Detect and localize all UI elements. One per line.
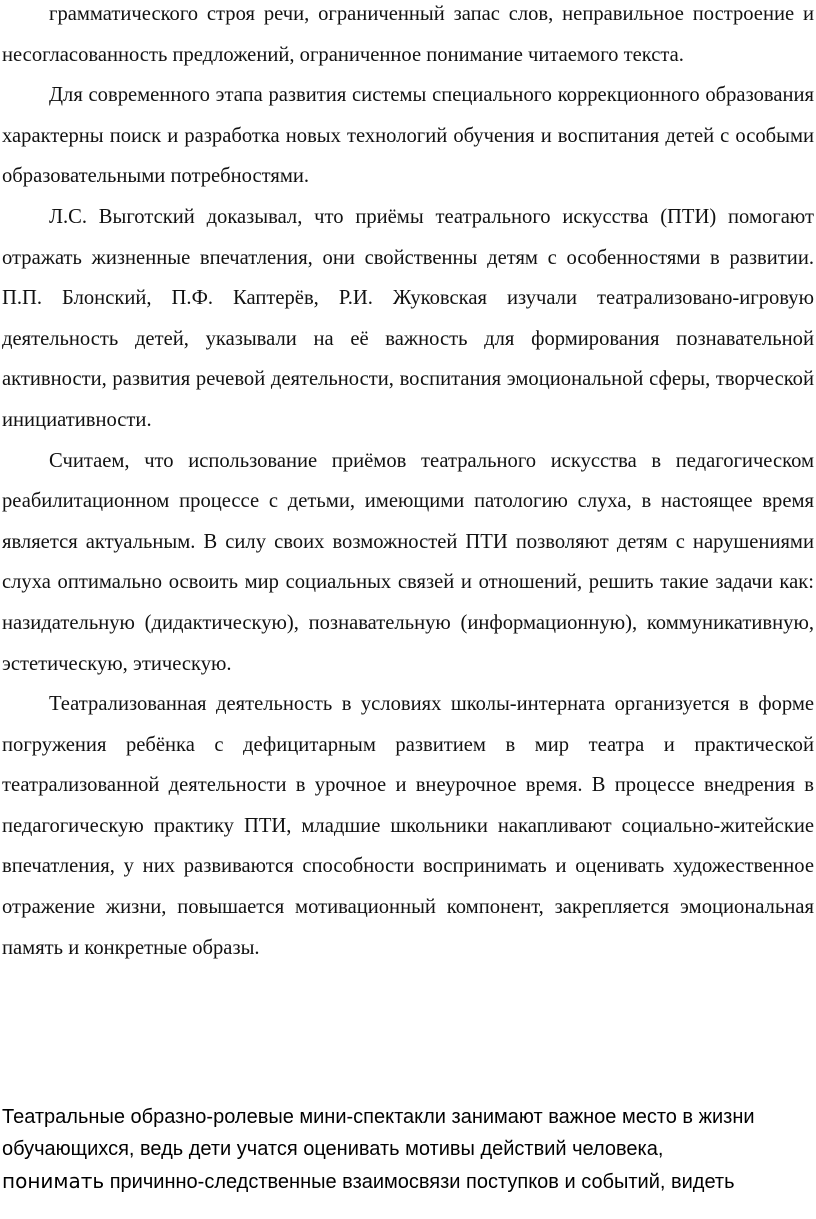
trailing-line-3 (2, 1165, 814, 1198)
trailing-line-3-rest: причинно-следственные взаимосвязи поступков и событий, видеть (104, 1171, 735, 1193)
trailing-line-1: Театральные образно-ролевые мини-спектакли занимают важное место в жизни (2, 1106, 755, 1128)
paragraph-5: Театрализованная деятельность в условиях школы-интерната организуется в форме погружения ребёнка с дефицитарным развитием в мир театра и практической театрализованной деятельности в урочное и внеурочное время. В процессе внедрения в педагогическую практику ПТИ, младшие школьники накапливают социально-житейские впечатления, у них развиваются способности воспринимать и оценивать художественное отражение жизни, повышается мотивационный компонент, закрепляется эмоциональная память и конкретные образы. (2, 693, 814, 959)
paragraph-1: грамматического строя речи, ограниченный запас слов, неправильное построение и несогласованность предложений, ограниченное понимание читаемого текста. (2, 3, 814, 66)
trailing-paragraph (2, 1101, 814, 1198)
trailing-line-3-word: понимать (2, 1169, 105, 1193)
trailing-line-2: обучающихся, ведь дети учатся оценивать мотивы действий человека, (2, 1138, 664, 1160)
paragraph-2: Для современного этапа развития системы специального коррекционного образования характерны поиск и разработка новых технологий обучения и воспитания детей с особыми образовательными потребностями. (2, 84, 814, 188)
paragraph-4: Считаем, что использование приёмов театрального искусства в педагогическом реабилитационном процессе с детьми, имеющими патологию слуха, в настоящее время является актуальным. В силу своих возможностей ПТИ позволяют детям с нарушениями слуха оптимально освоить мир социальных связей и отношений, решить такие задачи как: назидательную (дидактическую), познавательную (информационную), коммуникативную, эстетическую, этическую. (2, 449, 814, 675)
paragraph-3: Л.С. Выготский доказывал, что приёмы театрального искусства (ПТИ) помогают отражать жизненные впечатления, они свойственны детям с особенностями в развитии. П.П. Блонский, П.Ф. Каптерёв, Р.И. Жуковская изучали театрализовано-игровую деятельность детей, указывали на её важность для формирования познавательной активности, развития речевой деятельности, воспитания эмоциональной сферы, творческой инициативности. (2, 205, 814, 431)
document-body (2, 0, 814, 968)
